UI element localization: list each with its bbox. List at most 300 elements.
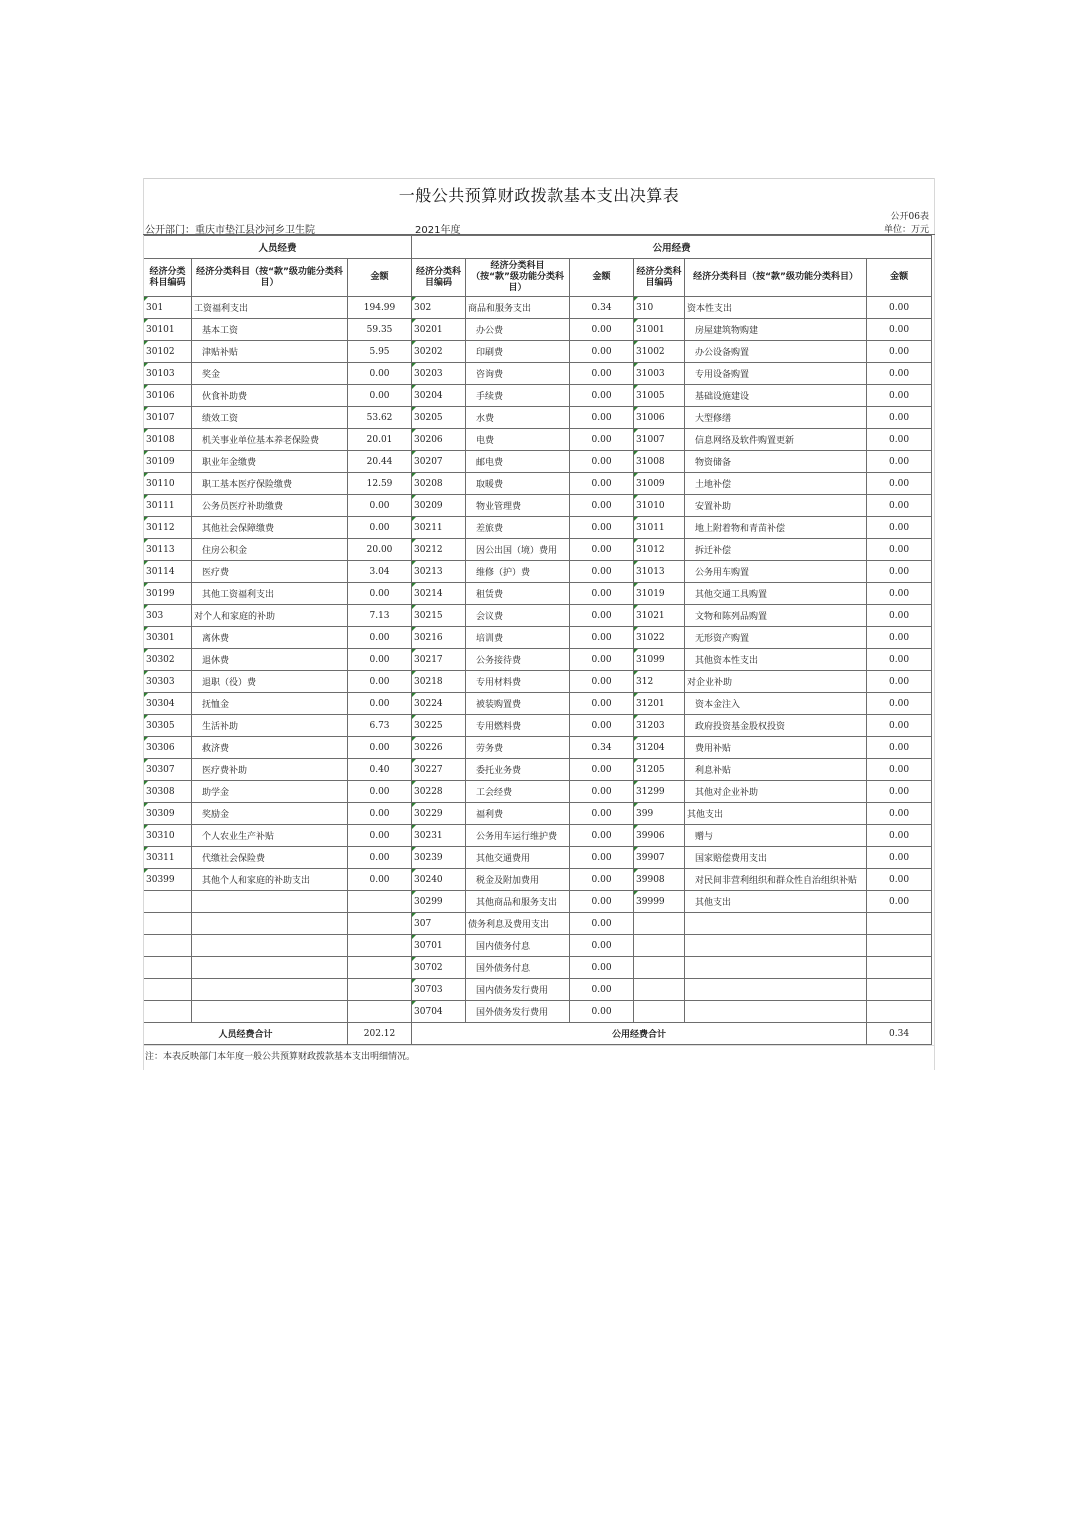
cell-name: 福利费 [466, 803, 570, 825]
table-row [144, 473, 932, 495]
cell-amount: 0.00 [348, 385, 412, 407]
cell-amount: 0.00 [570, 627, 634, 649]
cell-code [634, 1001, 685, 1023]
cell-code: 30229 [412, 803, 466, 825]
cell-name: 退休费 [192, 649, 348, 671]
cell-name: 绩效工资 [192, 407, 348, 429]
cell-name: 国家赔偿费用支出 [685, 847, 867, 869]
cell-amount: 0.00 [570, 429, 634, 451]
table-row [144, 759, 932, 781]
cell-code: 31010 [634, 495, 685, 517]
cell-amount: 0.00 [570, 825, 634, 847]
cell-amount: 0.00 [348, 363, 412, 385]
cell-name: 债务利息及费用支出 [466, 913, 570, 935]
cell-amount: 0.00 [348, 781, 412, 803]
col-header-amount: 金额 [570, 259, 634, 297]
col-header-amount: 金额 [867, 259, 932, 297]
cell-amount [348, 891, 412, 913]
cell-amount: 0.00 [570, 539, 634, 561]
cell-amount: 20.44 [348, 451, 412, 473]
cell-name: 基本工资 [192, 319, 348, 341]
cell-name: 土地补偿 [685, 473, 867, 495]
cell-amount: 0.00 [348, 583, 412, 605]
table-row [144, 715, 932, 737]
cell-amount: 0.00 [867, 341, 932, 363]
cell-code: 30216 [412, 627, 466, 649]
cell-name: 其他资本性支出 [685, 649, 867, 671]
cell-amount: 0.00 [867, 803, 932, 825]
report-meta-row [143, 221, 935, 235]
cell-amount: 0.00 [867, 825, 932, 847]
table-row [144, 825, 932, 847]
cell-amount: 20.00 [348, 539, 412, 561]
cell-code [144, 957, 192, 979]
cell-name: 赠与 [685, 825, 867, 847]
cell-code: 31201 [634, 693, 685, 715]
cell-code: 30225 [412, 715, 466, 737]
cell-name: 奖励金 [192, 803, 348, 825]
table-row [144, 869, 932, 891]
cell-name: 职工基本医疗保险缴费 [192, 473, 348, 495]
cell-code: 30218 [412, 671, 466, 693]
cell-name: 住房公积金 [192, 539, 348, 561]
cell-name: 退职（役）费 [192, 671, 348, 693]
cell-name: 代缴社会保险费 [192, 847, 348, 869]
cell-code: 30303 [144, 671, 192, 693]
expenditure-table [143, 235, 932, 1045]
cell-code [144, 935, 192, 957]
cell-code: 31012 [634, 539, 685, 561]
cell-code: 30228 [412, 781, 466, 803]
cell-amount: 0.00 [867, 407, 932, 429]
cell-code: 399 [634, 803, 685, 825]
cell-code: 30213 [412, 561, 466, 583]
cell-code: 303 [144, 605, 192, 627]
cell-amount: 0.00 [570, 671, 634, 693]
cell-amount: 0.00 [348, 495, 412, 517]
cell-name: 文物和陈列品购置 [685, 605, 867, 627]
cell-name [685, 913, 867, 935]
cell-code: 30231 [412, 825, 466, 847]
cell-amount: 0.00 [867, 759, 932, 781]
cell-amount: 0.00 [867, 583, 932, 605]
cell-amount: 0.00 [867, 385, 932, 407]
cell-name: 因公出国（境）费用 [466, 539, 570, 561]
cell-amount: 0.00 [867, 847, 932, 869]
cell-name: 对民间非营利组织和群众性自治组织补贴 [685, 869, 867, 891]
cell-name: 其他交通工具购置 [685, 583, 867, 605]
cell-name: 资本金注入 [685, 693, 867, 715]
cell-name [685, 1001, 867, 1023]
cell-name: 其他工资福利支出 [192, 583, 348, 605]
fiscal-year: 2021年度 [415, 225, 461, 236]
cell-code: 30307 [144, 759, 192, 781]
column-header-row [144, 259, 932, 297]
table-row [144, 407, 932, 429]
cell-code [634, 913, 685, 935]
cell-code: 30106 [144, 385, 192, 407]
section-personnel: 人员经费 [144, 236, 412, 259]
cell-code: 31013 [634, 561, 685, 583]
cell-amount: 0.00 [570, 759, 634, 781]
table-row [144, 605, 932, 627]
cell-amount: 0.00 [570, 869, 634, 891]
cell-name: 基础设施建设 [685, 385, 867, 407]
cell-amount [867, 979, 932, 1001]
cell-code: 31022 [634, 627, 685, 649]
cell-amount: 0.00 [570, 407, 634, 429]
cell-name: 印刷费 [466, 341, 570, 363]
cell-code: 310 [634, 297, 685, 319]
cell-name: 抚恤金 [192, 693, 348, 715]
cell-code: 31204 [634, 737, 685, 759]
cell-amount: 0.00 [867, 737, 932, 759]
table-row [144, 363, 932, 385]
table-row [144, 649, 932, 671]
cell-code: 30201 [412, 319, 466, 341]
cell-code [144, 913, 192, 935]
cell-name: 政府投资基金股权投资 [685, 715, 867, 737]
form-number: 公开06表 [890, 212, 929, 222]
cell-code: 30302 [144, 649, 192, 671]
cell-code: 30399 [144, 869, 192, 891]
cell-name: 税金及附加费用 [466, 869, 570, 891]
cell-code: 30202 [412, 341, 466, 363]
cell-amount: 0.00 [867, 627, 932, 649]
table-row [144, 935, 932, 957]
cell-name: 工资福利支出 [192, 297, 348, 319]
cell-amount [867, 957, 932, 979]
cell-name: 维修（护）费 [466, 561, 570, 583]
cell-code: 30704 [412, 1001, 466, 1023]
cell-code [144, 1001, 192, 1023]
cell-amount: 7.13 [348, 605, 412, 627]
cell-amount: 0.00 [867, 429, 932, 451]
cell-amount: 0.00 [867, 363, 932, 385]
table-row [144, 517, 932, 539]
cell-name: 其他社会保障缴费 [192, 517, 348, 539]
cell-name: 电费 [466, 429, 570, 451]
cell-amount: 3.04 [348, 561, 412, 583]
cell-amount: 0.00 [570, 561, 634, 583]
cell-name: 助学金 [192, 781, 348, 803]
cell-name [685, 979, 867, 1001]
cell-name: 水费 [466, 407, 570, 429]
cell-code: 31099 [634, 649, 685, 671]
personnel-total-label: 人员经费合计 [144, 1023, 348, 1045]
col-header-name: 经济分类科目（按“款”级功能分类科目） [685, 259, 867, 297]
cell-code: 30304 [144, 693, 192, 715]
cell-name: 租赁费 [466, 583, 570, 605]
cell-amount: 0.00 [867, 495, 932, 517]
cell-amount: 0.00 [570, 319, 634, 341]
cell-amount: 0.00 [348, 869, 412, 891]
cell-amount: 0.00 [348, 627, 412, 649]
cell-amount: 0.00 [570, 341, 634, 363]
cell-name: 物资储备 [685, 451, 867, 473]
cell-name: 专用燃料费 [466, 715, 570, 737]
cell-code: 39907 [634, 847, 685, 869]
col-header-code: 经济分类科目编码 [412, 259, 466, 297]
table-row [144, 561, 932, 583]
cell-amount: 0.00 [570, 451, 634, 473]
cell-amount: 0.00 [867, 693, 932, 715]
cell-code: 30309 [144, 803, 192, 825]
table-row [144, 297, 932, 319]
cell-code: 30701 [412, 935, 466, 957]
table-row [144, 1001, 932, 1023]
table-row [144, 539, 932, 561]
cell-code: 30311 [144, 847, 192, 869]
cell-code: 30206 [412, 429, 466, 451]
cell-amount: 0.00 [570, 605, 634, 627]
cell-name: 其他商品和服务支出 [466, 891, 570, 913]
cell-code: 30199 [144, 583, 192, 605]
cell-code: 30301 [144, 627, 192, 649]
cell-name: 商品和服务支出 [466, 297, 570, 319]
cell-name: 公务员医疗补助缴费 [192, 495, 348, 517]
report-sheet [143, 178, 935, 1066]
table-row [144, 781, 932, 803]
cell-amount [348, 935, 412, 957]
cell-code: 30239 [412, 847, 466, 869]
sheet-right-border [934, 178, 935, 1070]
cell-amount: 0.00 [570, 913, 634, 935]
cell-name: 其他对企业补助 [685, 781, 867, 803]
cell-amount: 0.00 [867, 605, 932, 627]
cell-name: 房屋建筑物购建 [685, 319, 867, 341]
cell-amount: 0.00 [570, 1001, 634, 1023]
cell-amount: 0.00 [867, 715, 932, 737]
cell-amount: 0.40 [348, 759, 412, 781]
cell-name: 其他支出 [685, 803, 867, 825]
cell-amount: 0.00 [570, 495, 634, 517]
table-row [144, 319, 932, 341]
table-row [144, 583, 932, 605]
table-row [144, 803, 932, 825]
cell-code [634, 957, 685, 979]
totals-row [144, 1023, 932, 1045]
section-public: 公用经费 [412, 236, 932, 259]
cell-code: 30703 [412, 979, 466, 1001]
cell-amount: 0.00 [867, 539, 932, 561]
cell-code: 30203 [412, 363, 466, 385]
cell-name: 无形资产购置 [685, 627, 867, 649]
cell-code: 31205 [634, 759, 685, 781]
cell-code: 30215 [412, 605, 466, 627]
cell-name: 办公费 [466, 319, 570, 341]
col-header-name: 经济分类科目（按“款”级功能分类科目） [192, 259, 348, 297]
cell-code: 307 [412, 913, 466, 935]
cell-name: 国内债务发行费用 [466, 979, 570, 1001]
cell-name: 国外债务发行费用 [466, 1001, 570, 1023]
cell-name: 利息补贴 [685, 759, 867, 781]
unit-label: 单位：万元 [883, 225, 929, 235]
cell-amount [348, 913, 412, 935]
cell-amount: 0.00 [570, 715, 634, 737]
cell-name: 费用补贴 [685, 737, 867, 759]
table-row [144, 429, 932, 451]
cell-amount: 0.00 [348, 693, 412, 715]
cell-name: 劳务费 [466, 737, 570, 759]
cell-name: 取暖费 [466, 473, 570, 495]
cell-code [634, 979, 685, 1001]
cell-amount: 0.00 [867, 451, 932, 473]
table-row [144, 385, 932, 407]
cell-name: 委托业务费 [466, 759, 570, 781]
col-header-amount: 金额 [348, 259, 412, 297]
cell-code: 30207 [412, 451, 466, 473]
cell-amount: 0.34 [570, 737, 634, 759]
cell-code: 30224 [412, 693, 466, 715]
cell-code: 31021 [634, 605, 685, 627]
cell-name: 对企业补助 [685, 671, 867, 693]
cell-name [192, 1001, 348, 1023]
cell-name: 物业管理费 [466, 495, 570, 517]
cell-amount: 0.00 [867, 781, 932, 803]
public-total-value: 0.34 [867, 1023, 932, 1045]
cell-code: 30108 [144, 429, 192, 451]
cell-name [192, 979, 348, 1001]
cell-code: 30305 [144, 715, 192, 737]
cell-amount: 0.00 [348, 671, 412, 693]
cell-name: 邮电费 [466, 451, 570, 473]
cell-amount: 0.00 [348, 517, 412, 539]
cell-code: 312 [634, 671, 685, 693]
cell-code: 301 [144, 297, 192, 319]
personnel-total-value: 202.12 [348, 1023, 412, 1045]
cell-code: 39906 [634, 825, 685, 847]
cell-code [144, 979, 192, 1001]
cell-code: 30110 [144, 473, 192, 495]
cell-code: 30204 [412, 385, 466, 407]
cell-amount: 0.00 [570, 363, 634, 385]
cell-amount: 20.01 [348, 429, 412, 451]
cell-code: 30208 [412, 473, 466, 495]
cell-name: 咨询费 [466, 363, 570, 385]
cell-code: 31006 [634, 407, 685, 429]
cell-amount: 0.00 [867, 473, 932, 495]
cell-amount: 0.00 [348, 847, 412, 869]
table-row [144, 693, 932, 715]
cell-code: 31019 [634, 583, 685, 605]
cell-name: 大型修缮 [685, 407, 867, 429]
cell-name: 办公设备购置 [685, 341, 867, 363]
cell-amount: 0.00 [867, 319, 932, 341]
cell-code: 30227 [412, 759, 466, 781]
cell-name: 专用材料费 [466, 671, 570, 693]
cell-amount: 0.00 [570, 693, 634, 715]
cell-amount: 0.00 [570, 385, 634, 407]
cell-name [192, 935, 348, 957]
table-row [144, 891, 932, 913]
cell-code: 30217 [412, 649, 466, 671]
cell-code: 30212 [412, 539, 466, 561]
col-header-code: 经济分类科目编码 [144, 259, 192, 297]
cell-name: 机关事业单位基本养老保险费 [192, 429, 348, 451]
cell-name: 会议费 [466, 605, 570, 627]
cell-amount: 0.00 [570, 649, 634, 671]
cell-name: 其他支出 [685, 891, 867, 913]
cell-name: 资本性支出 [685, 297, 867, 319]
cell-code: 30211 [412, 517, 466, 539]
cell-name: 手续费 [466, 385, 570, 407]
cell-code: 30308 [144, 781, 192, 803]
cell-amount: 0.00 [570, 781, 634, 803]
cell-amount: 0.00 [570, 935, 634, 957]
cell-code: 30101 [144, 319, 192, 341]
cell-amount: 0.00 [570, 979, 634, 1001]
cell-code: 31007 [634, 429, 685, 451]
cell-amount: 0.00 [867, 649, 932, 671]
cell-name: 拆迁补偿 [685, 539, 867, 561]
cell-amount: 12.59 [348, 473, 412, 495]
cell-code: 30702 [412, 957, 466, 979]
cell-code: 30299 [412, 891, 466, 913]
cell-name: 信息网络及软件购置更新 [685, 429, 867, 451]
cell-name: 医疗费 [192, 561, 348, 583]
cell-code: 302 [412, 297, 466, 319]
cell-name: 个人农业生产补贴 [192, 825, 348, 847]
cell-name: 地上附着物和青苗补偿 [685, 517, 867, 539]
cell-name [685, 935, 867, 957]
cell-code: 31005 [634, 385, 685, 407]
cell-code: 30209 [412, 495, 466, 517]
cell-code: 31001 [634, 319, 685, 341]
cell-code: 31011 [634, 517, 685, 539]
cell-name: 培训费 [466, 627, 570, 649]
cell-amount: 0.00 [570, 891, 634, 913]
cell-amount: 194.99 [348, 297, 412, 319]
cell-code: 39908 [634, 869, 685, 891]
public-total-label: 公用经费合计 [412, 1023, 867, 1045]
cell-code [634, 935, 685, 957]
department-label: 公开部门：重庆市垫江县沙河乡卫生院 [145, 225, 315, 236]
cell-amount: 0.00 [348, 825, 412, 847]
cell-code: 31203 [634, 715, 685, 737]
cell-amount: 0.00 [867, 297, 932, 319]
cell-amount: 0.00 [570, 473, 634, 495]
cell-name: 伙食补助费 [192, 385, 348, 407]
cell-code: 30205 [412, 407, 466, 429]
cell-amount: 0.00 [867, 671, 932, 693]
cell-amount: 6.73 [348, 715, 412, 737]
cell-name: 其他交通费用 [466, 847, 570, 869]
table-row [144, 957, 932, 979]
table-row [144, 627, 932, 649]
cell-code: 30306 [144, 737, 192, 759]
section-header-row [144, 236, 932, 259]
cell-code: 30107 [144, 407, 192, 429]
cell-amount: 0.00 [348, 737, 412, 759]
cell-amount: 0.00 [570, 803, 634, 825]
cell-name: 职业年金缴费 [192, 451, 348, 473]
cell-name: 对个人和家庭的补助 [192, 605, 348, 627]
cell-name: 差旅费 [466, 517, 570, 539]
cell-amount: 0.34 [570, 297, 634, 319]
cell-name [192, 913, 348, 935]
table-row [144, 451, 932, 473]
cell-amount: 0.00 [348, 649, 412, 671]
cell-name: 其他个人和家庭的补助支出 [192, 869, 348, 891]
cell-code: 30240 [412, 869, 466, 891]
table-row [144, 341, 932, 363]
table-row [144, 913, 932, 935]
cell-amount [867, 1001, 932, 1023]
cell-name: 离休费 [192, 627, 348, 649]
col-header-code: 经济分类科目编码 [634, 259, 685, 297]
cell-amount: 0.00 [348, 803, 412, 825]
